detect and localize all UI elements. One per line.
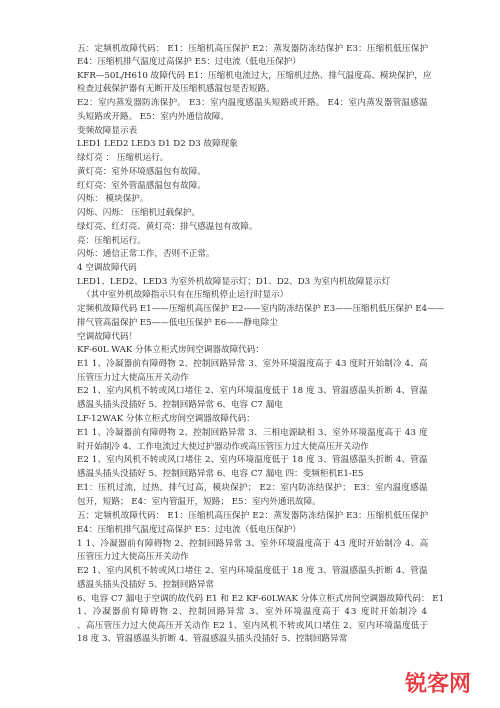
document-line: E1 1、冷凝器前有障碍物 2、控制回路异常 3、室外环境温度高于 43 度时开始制冷 4、高 [77,359,428,369]
document-line: 五：定频机故障代码： E1：压缩机高压保护 E2：蒸发器防冻结保护 E3：压缩机低压保护 [77,511,429,521]
document-line: 6、电容 C7 漏电于空调的故代码 E1 和 E2 KF-60LWAK 分体立柜式房间空调器故障代码： E1 [77,594,445,604]
svg-text:锐客网: 锐客网 [404,672,472,697]
document-line: 感温头插头没插好 5、控制回路异常 [77,580,215,590]
document-line: KF-60L WAK 分体立柜式房间空调器故障代码： [77,345,264,355]
document-line: （其中室外机故障指示只有在压缩机停止运行时显示） [82,290,289,300]
document-line: KFR—50L/H610 故障代码 E1：压缩机电流过大，压缩机过热、排气温度高、模块保护，应 [77,71,432,81]
document-line: 检查过载保护器有无断开及压缩机感温包是否短路。 [77,84,275,94]
document-line: E1：压机过流，过热，排气过高，模块保护； E2：室内防冻结保护； E3：室内温度感温 [77,483,428,493]
document-line: 压管压力过大使高压开关动作 [77,373,189,383]
document-line: E2 1、室内风机不转或风口堵住 2、室内环境温度低于 18 度 3、管温感温头折断 4、管温 [77,566,428,576]
document-line: 压管压力过大使高压开关动作 [77,552,189,562]
document-line: 闪烁、闪烁： 压缩机过载保护。 [77,208,201,218]
watermark-logo [388,669,488,697]
document-line: 闪烁：通信正常工作，否则不正常。 [77,249,215,259]
document-line: 感温头插头没插好 5、控制回路异常 6、电容 C7 漏电 四：变频柜机E1-E5 [77,469,364,479]
document-line: 亮：压缩机运行。 [77,236,146,246]
document-line: E2 1、室内风机不转或风口堵住 2、室内环境温度低于 18 度 3、管温感温头折断 4、管温 [77,386,428,396]
document-line: LED1、LED2、LED3 为室外机故障显示灯；D1、D2、D3 为室内机故障显示灯 [77,277,391,287]
document-line: 黄灯亮：室外环境感温包有故障。 [77,167,206,177]
document-line: 1、冷凝器前有障碍物 2、控制回路异常 3、室外环境温度高于 43 度时开始制冷 4 [77,607,428,617]
document-line: 18 度 3、管温感温头折断 4、管温感温头插头没插好 5、控制回路异常 [77,634,348,644]
document-line: 定频机故障代码 E1——压缩机高压保护 E2——室内防冻结保护 E3——压缩机低压保护 E4—— [77,304,445,314]
document-line: 4 空调故障代码 [77,263,137,273]
document-line: 绿灯亮、红灯亮、黄灯亮：排气感温包有故障。 [77,222,258,232]
document-line: 排气管高温保护 E5——低电压保护 E6——静电除尘 [77,318,278,328]
document-line: E4：压缩机排气温度过高保护 E5：过电流（低电压保护） [77,57,301,67]
document-line: 闪烁： 模块保护。 [77,194,149,204]
document-line: 包开，短路； E4：室内管温开，短路； E5：室内外通讯故障。 [77,497,321,507]
document-line: E4：压缩机排气温度过高保护 E5：过电流（低电压保护） [77,525,301,535]
document-line: E2：室内蒸发器防冻保护。 E3：室内温度感温头短路或开路。 E4：室内蒸发器管温感温 [77,98,428,108]
document-line: 变频故障显示表 [77,126,138,136]
document-line: 五：定频机故障代码： E1：压缩机高压保护 E2：蒸发器防冻结保护 E3：压缩机低压保护 [77,44,429,54]
document-line: 时开始制冷 4、工作电流过大使过护器动作或高压管压力过大使高压开关动作 [77,442,369,452]
document-line: E1 1、冷凝器前有障碍物 2、控制回路异常 3、三相电源缺相 3、室外环境温度高于 43 度 [77,428,428,438]
document-line: 绿灯亮 ： 压缩机运行。 [77,153,169,163]
document-line: 红灯亮：室外管温感温包有故障。 [77,181,206,191]
document-line: LF-12WAK 分体立柜式房间空调器故障代码： [77,414,255,424]
document-line: LED1 LED2 LED3 D1 D2 D3 故障现象 [77,139,238,149]
document-line: E2 1、室内风机不转或风口堵住 2、室内环境温度低于 18 度 3、管温感温头折断 4、管温 [77,455,428,465]
document-line: 感温头插头没插好 5、控制回路异常 6、电容 C7 漏电 [77,400,283,410]
document-line: 、高压管压力过大使高压开关动作 E2 1、室内风机不转或风口堵住 2、室内环境温度低于 [77,621,429,631]
document-line: 头短路或开路。 E5：室内外通信故障。 [77,112,229,122]
document-line: 1 1、冷凝器前有障碍物 2、控制回路异常 3、室外环境温度高于 43 度时开始制冷 4、高 [77,539,429,549]
document-line: 空调故障代码！ [77,332,138,342]
